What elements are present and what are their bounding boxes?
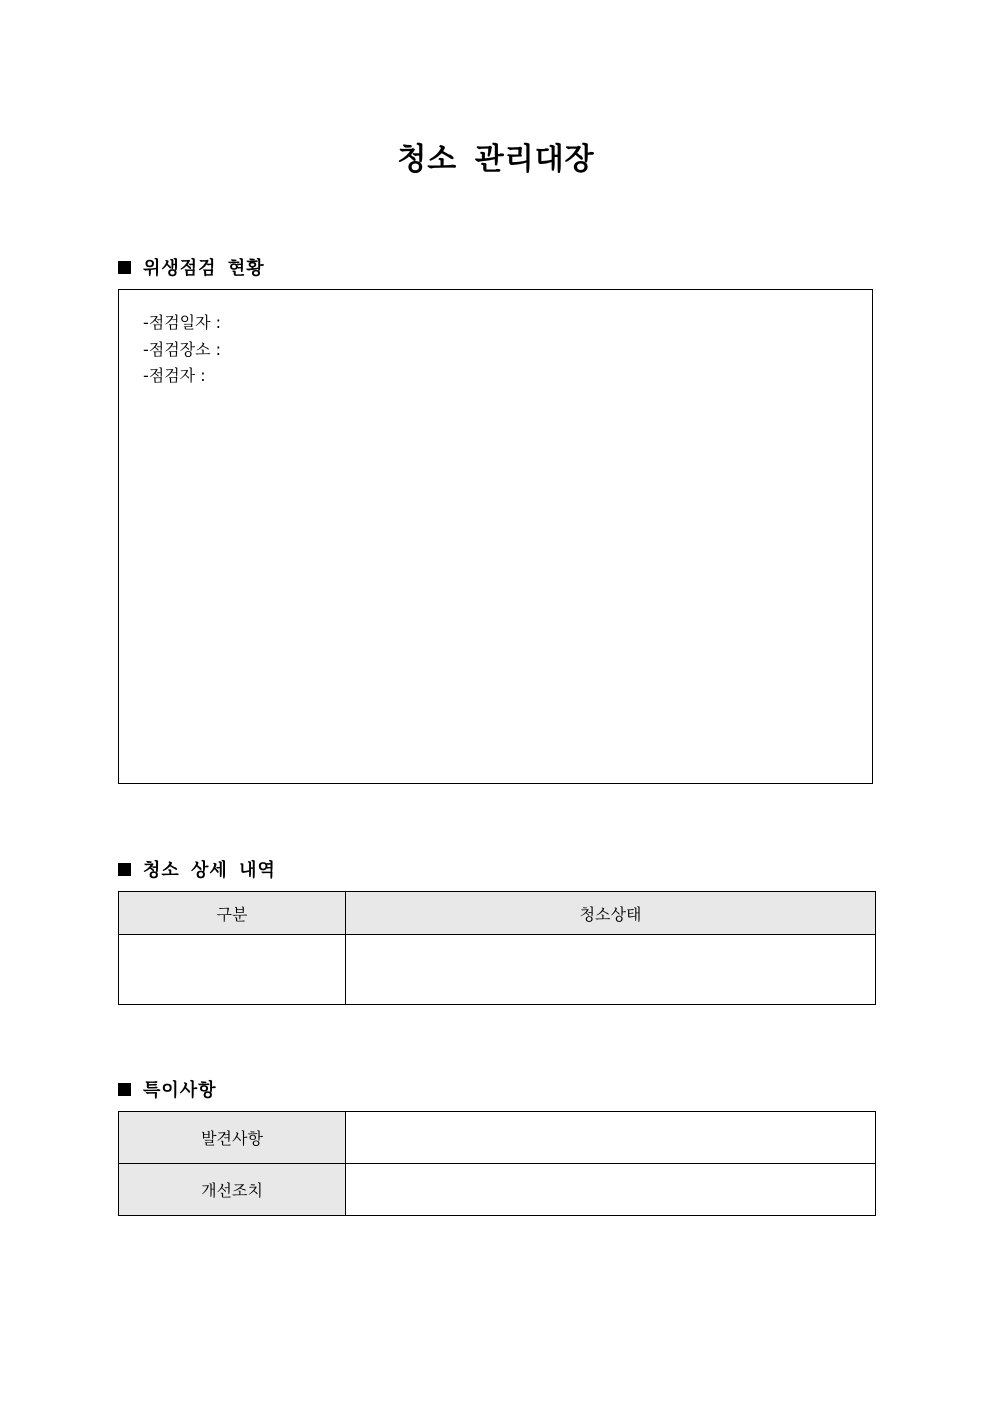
section-heading-cleaning-details — [118, 856, 276, 882]
corrective-action-label: 개선조치 — [119, 1164, 346, 1216]
remarks-table — [118, 1111, 876, 1216]
black-square-icon — [118, 1083, 131, 1096]
section-heading-label: 특이사항 — [143, 1080, 217, 1101]
inspection-place-line: -점검장소 : — [143, 339, 222, 359]
section-heading-remarks — [118, 1076, 217, 1102]
inspection-date-line: -점검일자 : — [143, 313, 222, 332]
findings-label: 발견사항 — [119, 1112, 346, 1164]
cleaning-status-cell[interactable] — [346, 935, 876, 1005]
table-row — [119, 935, 876, 1005]
section-heading-inspection — [118, 254, 265, 280]
corrective-action-value-cell[interactable] — [346, 1164, 876, 1216]
black-square-icon — [118, 863, 131, 876]
section-heading-label: 청소 상세 내역 — [143, 860, 276, 881]
table-row — [119, 1112, 876, 1164]
table-row — [119, 1164, 876, 1216]
category-cell[interactable] — [119, 935, 346, 1005]
page-title: 청소 관리대장 — [397, 142, 595, 177]
inspector-line: -점검자 : — [143, 366, 206, 385]
column-header-cleaning-status: 청소상태 — [346, 892, 876, 935]
black-square-icon — [118, 261, 131, 274]
cleaning-details-table — [118, 891, 876, 1005]
inspection-box[interactable] — [118, 289, 873, 784]
table-header-row — [119, 892, 876, 935]
findings-value-cell[interactable] — [346, 1112, 876, 1164]
column-header-category: 구분 — [119, 892, 346, 935]
section-heading-label: 위생점검 현황 — [143, 258, 265, 279]
